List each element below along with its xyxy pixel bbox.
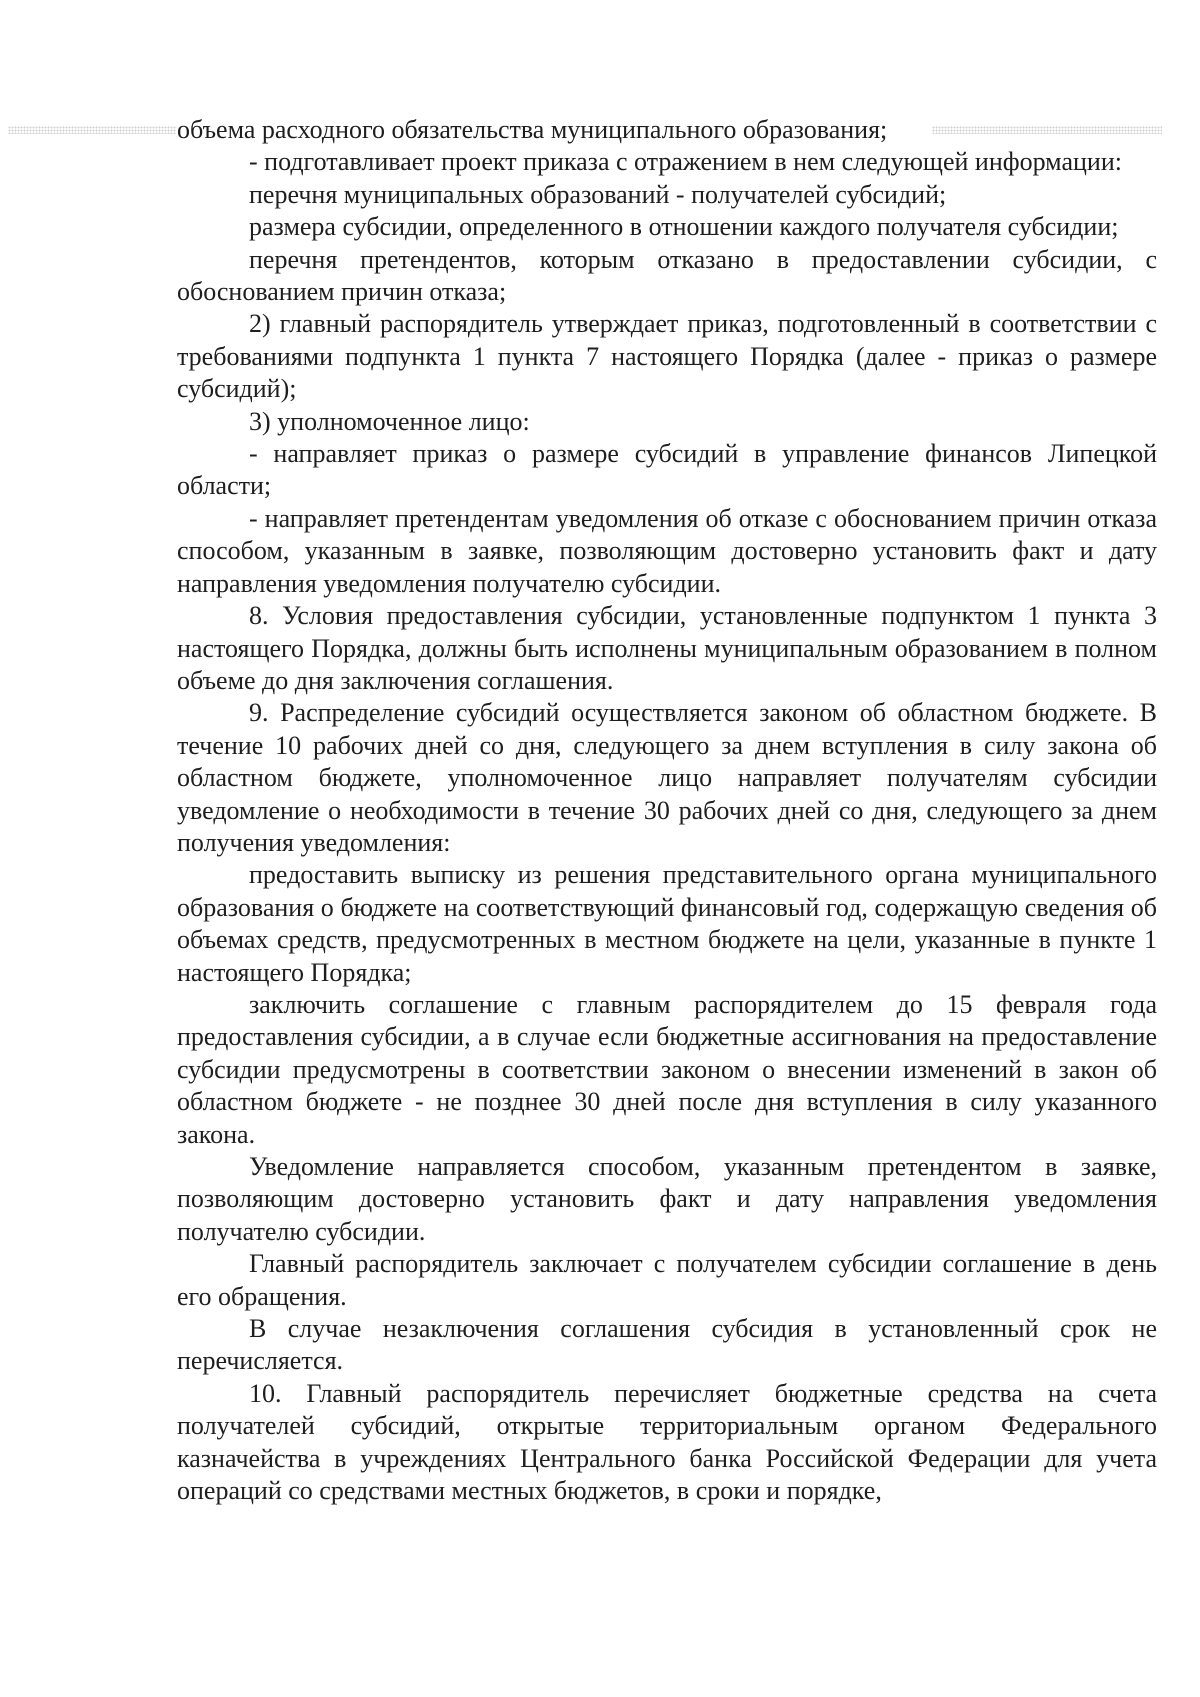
paragraph: В случае незаключения соглашения субсидия в установленный срок не перечисляется. <box>177 1314 1157 1376</box>
paragraph: - подготавливает проект приказа с отражением в нем следующей информации: <box>249 147 1122 177</box>
paragraph: объема расходного обязательства муниципального образования; <box>177 115 888 144</box>
paragraph: 8. Условия предоставления субсидии, установленные подпунктом 1 пункта 3 настоящего Порядка, должны быть исполнены муниципальным образованием в полном объеме до дня заключения соглашения. <box>177 601 1157 695</box>
paragraph: 10. Главный распорядитель перечисляет бюджетные средства на счета получателей субсидий, открытые территориальным органом Федерального казначейства в учреждениях Центрального банка Российской Федерации для учета операций со средствами местных бюджетов, в сроки и порядке, <box>177 1378 1157 1506</box>
paragraph: Уведомление направляется способом, указанным претендентом в заявке, позволяющим достоверно установить факт и дату направления уведомления получателю субсидии. <box>177 1152 1157 1246</box>
paragraph: - направляет приказ о размере субсидий в управление финансов Липецкой области; <box>177 439 1157 501</box>
paragraph: заключить соглашение с главным распорядителем до 15 февраля года предоставления субсидии, а в случае если бюджетные ассигнования на предоставление субсидии предусмотрены в соответствии законом о внесении изменений в закон об областном бюджете - не позднее 30 дней после дня вступления в силу указанного закона. <box>177 989 1157 1149</box>
paragraph: 3) уполномоченное лицо: <box>249 406 530 436</box>
paragraph: 2) главный распорядитель утверждает приказ, подготовленный в соответствии с требованиями подпункта 1 пункта 7 настоящего Порядка (далее - приказ о размере субсидий); <box>177 309 1157 404</box>
paragraph: размера субсидии, определенного в отношении каждого получателя субсидии; <box>249 212 1119 242</box>
paragraph: перечня претендентов, которым отказано в предоставлении субсидии, с обоснованием причин отказа; <box>177 244 1157 307</box>
document-body <box>177 114 1157 1507</box>
paragraph: перечня муниципальных образований - получателей субсидий; <box>249 179 947 209</box>
scan-artifact <box>8 126 176 134</box>
paragraph: 9. Распределение субсидий осуществляется законом об областном бюджете. В течение 10 рабочих дней со дня, следующего за днем вступления в силу закона об областном бюджете, уполномоченное лицо направляет получателям субсидии уведомление о необходимости в течение 30 рабочих дней со дня, следующего за днем получения уведомления: <box>177 698 1157 857</box>
paragraph: предоставить выписку из решения представительного органа муниципального образования о бюджете на соответствующий финансовый год, содержащую сведения об объемах средств, предусмотренных в местном бюджете на цели, указанные в пункте 1 настоящего Порядка; <box>177 860 1157 987</box>
paragraph: - направляет претендентам уведомления об отказе с обоснованием причин отказа способом, указанным в заявке, позволяющим достоверно установить факт и дату направления уведомления получателю субсидии. <box>177 503 1157 598</box>
paragraph: Главный распорядитель заключает с получателем субсидии соглашение в день его обращения. <box>177 1249 1157 1311</box>
